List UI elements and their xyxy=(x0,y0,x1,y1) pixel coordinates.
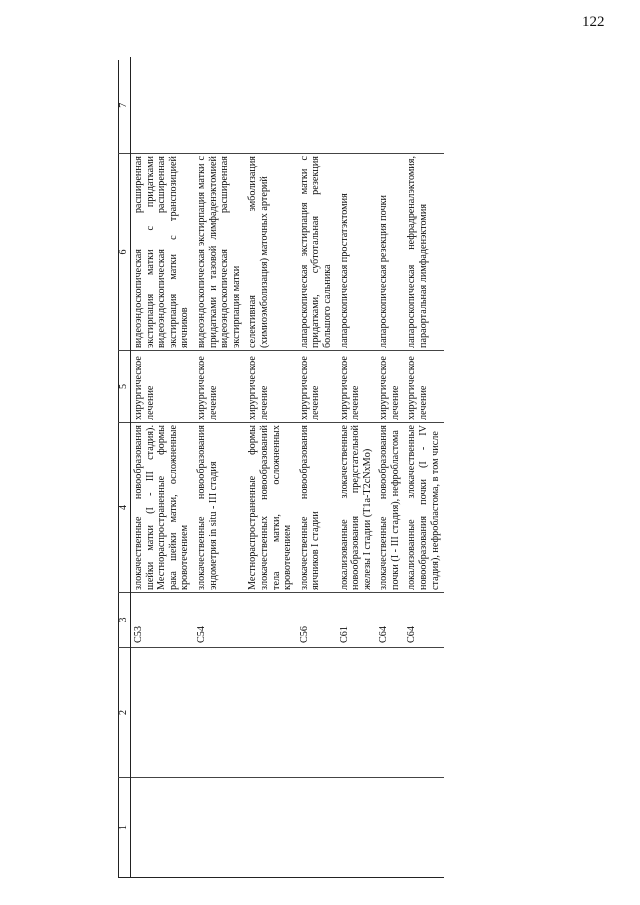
treatment-type: хирургическое лечение xyxy=(297,351,337,423)
col-header-5: 5 xyxy=(118,351,131,423)
treatment-method: лапароскопическая экстирпация матки с придатками, субтотальная резекция большого сальника xyxy=(297,154,337,351)
icd-code: C64 xyxy=(404,593,444,648)
icd-code: C56 xyxy=(297,593,337,648)
col-header-4: 4 xyxy=(118,423,131,593)
diagnosis: Местнораспространенные формы злокачественных новообразований тела матки, осложненных кровотечением xyxy=(245,423,296,593)
col-header-1: 1 xyxy=(118,778,131,878)
table-row xyxy=(337,58,377,878)
table-row xyxy=(297,58,337,878)
rotated-table-container xyxy=(118,58,444,878)
col-header-3: 3 xyxy=(118,593,131,648)
treatment-type: хирургическое лечение xyxy=(131,351,194,423)
col-header-6: 6 xyxy=(118,154,131,351)
treatment-type: хирургическое лечение xyxy=(404,351,444,423)
treatment-method: видеоэндоскопическая экстирпация матки с придатками и тазовой лимфаденэктомией видеоэндоскопическая расширенная экстирпация матки xyxy=(194,154,245,351)
table-row xyxy=(376,58,404,878)
icd-code: C53 xyxy=(131,593,194,648)
treatment-method: селективная эмболизация (химиоэмболизация) маточных артерий xyxy=(245,154,296,351)
treatment-method: лапароскопическая резекция почки xyxy=(376,154,404,351)
header-row xyxy=(118,58,131,878)
diagnosis: злокачественные новообразования яичников I стадии xyxy=(297,423,337,593)
diagnosis: злокачественные новообразования почки (I - III стадия), нефробластома xyxy=(376,423,404,593)
table-row xyxy=(245,58,296,878)
table-row xyxy=(131,58,194,878)
icd-code: C61 xyxy=(337,593,377,648)
icd-code: C54 xyxy=(194,593,245,648)
col-header-2: 2 xyxy=(118,648,131,778)
col-header-7: 7 xyxy=(118,58,131,154)
treatment-method: видеоэндоскопическая расширенная экстирпация матки с придатками видеоэндоскопическая расширенная экстирпация матки с транспозицией яичников xyxy=(131,154,194,351)
treatment-type: хирургическое лечение xyxy=(194,351,245,423)
diagnosis: локализованные злокачественные новообразования предстательной железы I стадии (T1a-T2cNxMo) xyxy=(337,423,377,593)
icd-code xyxy=(245,593,296,648)
treatment-type: хирургическое лечение xyxy=(376,351,404,423)
table-row xyxy=(404,58,444,878)
treatment-table xyxy=(118,58,444,879)
icd-code: C64 xyxy=(376,593,404,648)
diagnosis: злокачественные новообразования шейки матки (I - III стадия). Местнораспространенные формы рака шейки матки, осложненные кровотечением xyxy=(131,423,194,593)
diagnosis: локализованные злокачественные новообразования почки (I - IV стадия), нефробластома, в том числе xyxy=(404,423,444,593)
treatment-type: хирургическое лечение xyxy=(245,351,296,423)
treatment-type: хирургическое лечение xyxy=(337,351,377,423)
diagnosis: злокачественные новообразования эндометрия in situ - III стадия xyxy=(194,423,245,593)
treatment-method: лапароскопическая нефрадреналэктомия, параортальная лимфаденэктомия xyxy=(404,154,444,351)
page-number: 122 xyxy=(582,14,605,30)
table-row xyxy=(194,58,245,878)
treatment-method: лапароскопическая простатэктомия xyxy=(337,154,377,351)
